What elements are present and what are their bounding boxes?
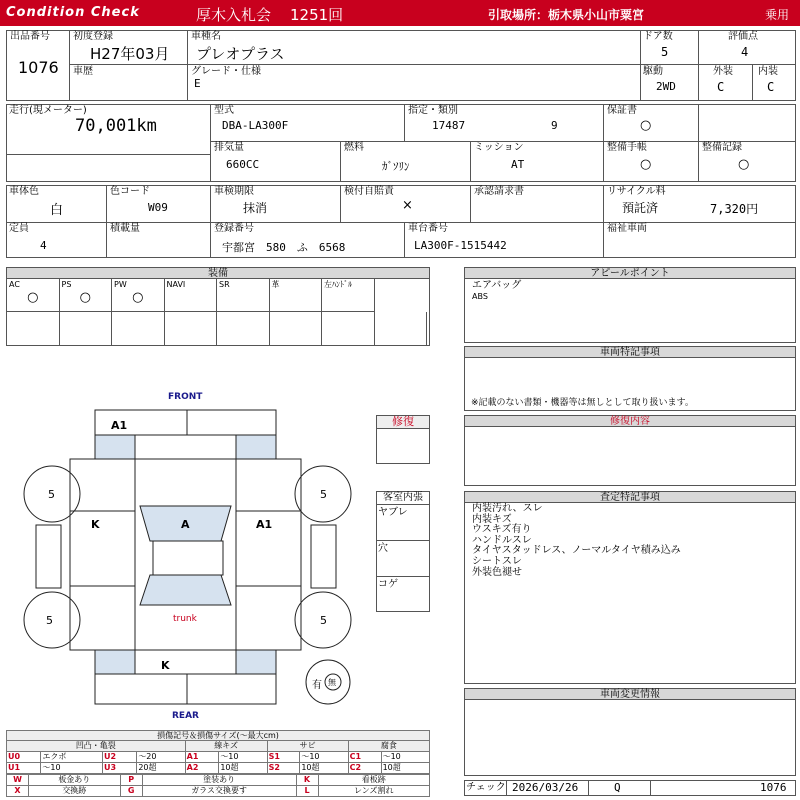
legend-desc: 〜10 [219, 752, 267, 763]
equipment-empty-cell [112, 312, 165, 346]
legend-desc: 板金あり [29, 775, 121, 786]
category: 乗用 [765, 8, 790, 22]
equipment-label: SR [219, 280, 230, 289]
equipment-label: PW [114, 280, 127, 289]
model-label: 型式 [214, 105, 234, 116]
designation-value: 17487 [432, 119, 466, 132]
legend-desc: 〜10 [300, 752, 348, 763]
check-date: 2026/03/26 [512, 781, 579, 794]
equipment-value: ○ [79, 290, 91, 305]
reg-label: 登録番号 [214, 223, 254, 234]
lot-label: 出品番号 [10, 31, 50, 42]
tire-rear-right: 5 [320, 614, 327, 627]
damage-legend-2 [6, 774, 430, 797]
legend-desc: 10超 [300, 763, 348, 774]
inspection-label: 車検期限 [214, 186, 254, 197]
records-label: 整備記録 [702, 142, 742, 153]
repair-details-box [464, 426, 796, 486]
fuel-value: ｶﾞｿﾘﾝ [382, 160, 410, 173]
legend-header: 腐食 [348, 741, 429, 752]
legend-desc: 〜10 [41, 763, 103, 774]
equipment-ps [60, 279, 113, 312]
load-label: 積載量 [110, 223, 140, 234]
legend-desc: 20超 [137, 763, 185, 774]
chassis-value: LA300F-1515442 [414, 239, 507, 252]
doors-value: 5 [661, 45, 669, 59]
recycle-label: リサイクル料 [607, 186, 666, 197]
chassis-label: 車台番号 [408, 223, 448, 234]
front-label: FRONT [168, 392, 203, 402]
appeal-line-2: ABS [472, 292, 488, 301]
equipment-empty-cell [217, 312, 270, 346]
exterior-value: C [717, 80, 725, 94]
legend-code: U3 [102, 763, 136, 774]
auction-session: 1251回 [290, 6, 344, 24]
tire-front-left: 5 [48, 488, 55, 501]
note-line: ハンドルスレ [472, 534, 532, 546]
displacement-label: 排気量 [214, 142, 244, 153]
model-value: DBA-LA300F [222, 119, 289, 132]
reg-value: 宇都宮 580 ふ 6568 [222, 241, 346, 254]
score-label: 評価点 [728, 31, 758, 42]
first-reg-label: 初度登録 [73, 31, 113, 42]
interior-item-burn: コゲ [378, 579, 398, 590]
legend-header: サビ [267, 741, 348, 752]
interior-item-tear: ヤブレ [378, 507, 408, 518]
car-diagram [0, 400, 360, 710]
repair-details-title-text: 修復内容 [610, 416, 650, 427]
legend-code: L [296, 786, 318, 797]
note-line: 外装色褪せ [472, 566, 522, 578]
legend-header: 凹凸・亀裂 [7, 741, 186, 752]
note-line: シートスレ [472, 556, 522, 567]
repair-title [376, 415, 430, 429]
drive-value: 2WD [656, 80, 676, 93]
color-code-label: 色コード [110, 186, 150, 197]
equipment-empty-cell [165, 312, 218, 346]
equipment-革 [270, 279, 323, 312]
legend-code: G [120, 786, 142, 797]
tire-front-right: 5 [320, 488, 327, 501]
mark-roof: A [181, 518, 190, 531]
interior-value: C [767, 80, 775, 94]
equipment-pw [112, 279, 165, 312]
equipment-title: 装備 [6, 267, 430, 279]
equipment-empty-cell [270, 312, 323, 346]
pickup-location: 引取場所：栃木県小山市粟宮 [488, 8, 645, 22]
warranty-value: ○ [640, 118, 652, 133]
appeal-title: アピールポイント [464, 267, 796, 279]
manual-value: ○ [640, 157, 652, 172]
legend-code: U2 [102, 752, 136, 763]
equipment-navi [165, 279, 218, 312]
warranty-label: 保証書 [607, 105, 637, 116]
legend-header: 線キズ [185, 741, 267, 752]
capacity-value: 4 [40, 239, 47, 252]
legend-desc: 10超 [219, 763, 267, 774]
equipment-ac [7, 279, 60, 312]
row1-box [6, 30, 796, 101]
mileage-label: 走行(現メーター) [9, 105, 87, 116]
checker: Q [614, 781, 621, 794]
approval-label: 承認請求書 [474, 186, 524, 197]
legend-code: A2 [185, 763, 219, 774]
equipment-value: ○ [132, 290, 144, 305]
interior-label: 内装 [758, 66, 778, 77]
legend-code: A1 [185, 752, 219, 763]
special-note: ※記載のない書類・機器等は無しとして取り扱います。 [471, 398, 694, 408]
interior-box [376, 504, 430, 612]
color-value: 白 [50, 203, 64, 218]
legend-code: X [7, 786, 29, 797]
fuel-label: 燃料 [344, 142, 364, 153]
equipment-empty-cell [7, 312, 60, 346]
welfare-label: 福祉車両 [607, 223, 647, 234]
legend-code: C1 [348, 752, 381, 763]
changes-title: 車両変更情報 [464, 688, 796, 700]
grade-label: グレード・仕様 [191, 66, 261, 77]
car-name-label: 車種名 [191, 31, 221, 42]
equipment-左ﾊﾝﾄﾞﾙ [322, 279, 375, 312]
inspection-value: 抹消 [243, 201, 268, 215]
legend-desc: 塗装あり [142, 775, 296, 786]
note-line: ウスキズ有り [472, 524, 532, 536]
mileage-value: 70,001km [75, 116, 157, 136]
interior-item-hole: 穴 [378, 543, 388, 554]
legend-desc: レンズ割れ [318, 786, 429, 797]
footer-lot: 1076 [760, 781, 787, 794]
equipment-label: NAVI [166, 280, 186, 289]
special-title: 車両特記事項 [464, 346, 796, 358]
class-value: 9 [551, 119, 558, 132]
legend-code: P [120, 775, 142, 786]
trunk-label: trunk [173, 614, 197, 624]
legend-code: C2 [348, 763, 381, 774]
mission-value: AT [511, 158, 525, 171]
lot-number: 1076 [18, 58, 59, 77]
repair-box [376, 428, 430, 464]
color-label: 車体色 [9, 186, 39, 197]
history-label: 車歴 [73, 66, 93, 77]
check-label: チェック [466, 782, 506, 793]
mark-right: A1 [256, 518, 273, 531]
legend-desc: 10超 [381, 763, 429, 774]
spare-mark: 無 [328, 678, 336, 687]
equipment-empty-cell [375, 312, 428, 346]
mark-hood: A1 [111, 419, 128, 432]
displacement-value: 660CC [226, 158, 260, 171]
interior-title: 客室内張 [376, 491, 430, 505]
grade-value: E [194, 77, 201, 90]
legend-desc: 〜10 [381, 752, 429, 763]
mission-label: ミッション [474, 142, 524, 153]
legend-desc: ガラス交換要す [142, 786, 296, 797]
legend-code: K [296, 775, 318, 786]
mark-rear-bumper: K [161, 659, 170, 672]
insurance-label: 検付自賠責 [344, 186, 394, 197]
insurance-value: × [402, 198, 413, 213]
score-value: 4 [741, 45, 749, 59]
legend-desc: エクボ [41, 752, 103, 763]
equipment-empty-cell [322, 312, 375, 346]
changes-box [464, 699, 796, 776]
recycle-status: 預託済 [622, 201, 659, 215]
appeal-line-1: エアバッグ [472, 280, 522, 291]
rear-label: REAR [172, 711, 199, 721]
drive-label: 駆動 [643, 66, 663, 77]
tire-rear-left: 5 [46, 614, 53, 627]
equipment-label: AC [9, 280, 20, 289]
equipment-empty-cell [60, 312, 113, 346]
first-reg-value: H27年03月 [90, 45, 170, 63]
equipment-label: 革 [271, 280, 280, 289]
capacity-label: 定員 [9, 223, 29, 234]
doors-label: ドア数 [643, 31, 673, 42]
designation-label: 指定・類別 [408, 105, 458, 116]
legend-code: U1 [7, 763, 41, 774]
logo: Condition Check [6, 5, 140, 20]
equipment-label: PS [61, 280, 72, 289]
legend-desc: 交換跡 [29, 786, 121, 797]
legend-title: 損傷記号＆損傷サイズ(〜最大cm) [6, 730, 430, 741]
legend-code: U0 [7, 752, 41, 763]
color-code-value: W09 [148, 201, 168, 214]
recycle-fee: 7,320円 [710, 202, 759, 216]
manual-label: 整備手帳 [607, 142, 647, 153]
note-line: タイヤスタッドレス、ノーマルタイヤ積み込み [472, 545, 681, 557]
legend-desc: 〜20 [137, 752, 185, 763]
repair-title-text: 修復 [392, 415, 414, 428]
equipment-grid [6, 278, 430, 346]
note-line: 内装汚れ、スレ [472, 503, 543, 514]
spare-present: 有 [312, 680, 322, 691]
mark-left: K [91, 518, 100, 531]
auction-name: 厚木入札会 [196, 6, 272, 24]
damage-legend [6, 740, 430, 774]
exterior-label: 外装 [713, 66, 733, 77]
note-line: 内装キズ [472, 513, 512, 525]
records-value: ○ [738, 157, 750, 172]
legend-code: S1 [267, 752, 300, 763]
equipment-label: 左ﾊﾝﾄﾞﾙ [324, 280, 352, 289]
legend-desc: 看板跡 [318, 775, 429, 786]
equipment-sr [217, 279, 270, 312]
equipment-value: ○ [27, 290, 39, 305]
legend-code: S2 [267, 763, 300, 774]
legend-code: W [7, 775, 29, 786]
car-name: プレオプラス [196, 45, 285, 63]
notes-title: 査定特記事項 [464, 491, 796, 503]
